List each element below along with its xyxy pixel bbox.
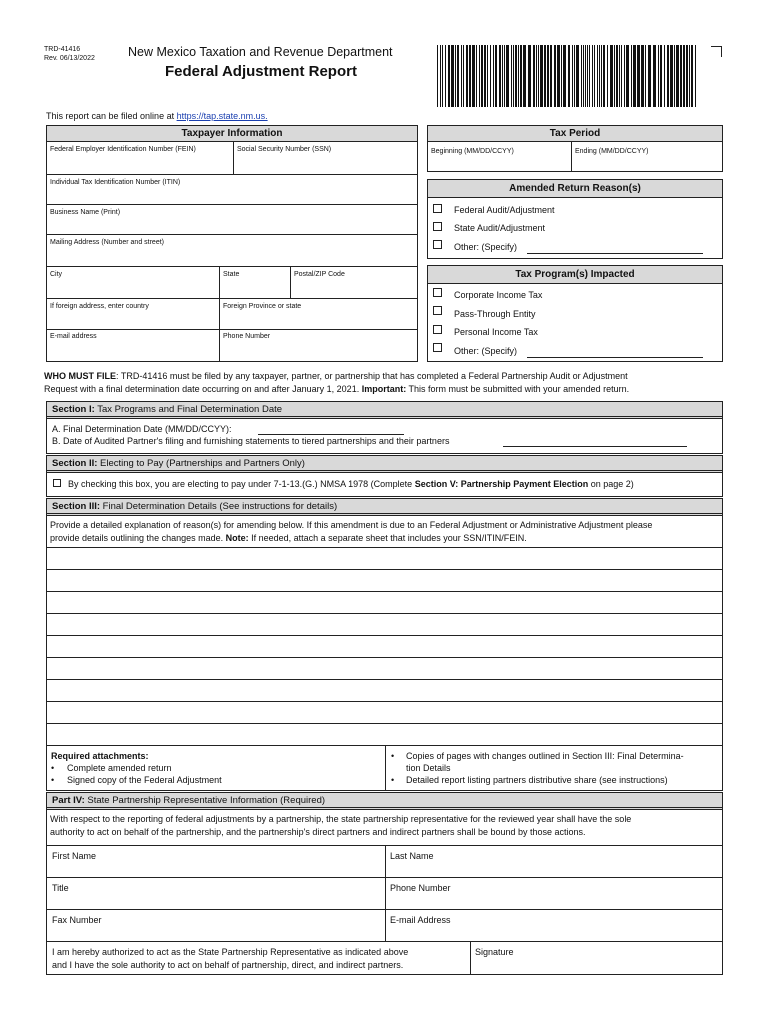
program-personal-label: Personal Income Tax <box>454 327 538 337</box>
attachments-heading: Required attachments: <box>51 751 149 761</box>
audited-partner-date-label: B. Date of Audited Partner's filing and furnishing statements to tiered partnerships and their partners <box>52 436 450 446</box>
reason-other-checkbox[interactable] <box>433 240 442 249</box>
barcode-bar <box>658 45 659 107</box>
barcode-bar <box>511 45 512 107</box>
barcode-bar <box>587 45 588 107</box>
business-name-field[interactable]: Business Name (Print) <box>50 209 121 216</box>
barcode-bar <box>664 45 665 107</box>
program-other-checkbox[interactable] <box>433 343 442 352</box>
barcode-bar <box>621 45 622 107</box>
attachment-bullet: • <box>51 763 55 773</box>
barcode-bar <box>448 45 450 107</box>
barcode-bar <box>614 45 615 107</box>
section5-reference: Section V: Partnership Payment Election <box>414 479 589 489</box>
barcode <box>437 45 699 107</box>
attachment-item: Signed copy of the Federal Adjustment <box>67 775 222 785</box>
barcode-bar <box>523 45 526 107</box>
barcode-bar <box>479 45 480 107</box>
section1-title: Tax Programs and Final Determination Date <box>94 404 283 415</box>
part4-label: Part IV: <box>52 795 85 806</box>
barcode-bar <box>624 45 625 107</box>
barcode-bar <box>616 45 618 107</box>
note-label: Note: <box>225 533 249 543</box>
barcode-bar <box>599 45 600 107</box>
barcode-bar <box>495 45 497 107</box>
barcode-bar <box>574 45 575 107</box>
barcode-bar <box>601 45 602 107</box>
barcode-bar <box>686 45 688 107</box>
program-other-input[interactable] <box>527 357 703 358</box>
final-determination-date-input[interactable] <box>258 434 404 435</box>
barcode-bar <box>607 45 608 107</box>
barcode-bar <box>633 45 636 107</box>
barcode-bar <box>676 45 679 107</box>
program-corporate-label: Corporate Income Tax <box>454 290 543 300</box>
elect-to-pay-text-post: on page 2) <box>588 479 634 489</box>
barcode-bar <box>563 45 566 107</box>
part4-text-line2: authority to act on behalf of the partnership, and the partnership's direct partners and indirect partners shall be bound by those actions. <box>50 827 586 837</box>
barcode-bar <box>670 45 673 107</box>
explanation-line[interactable] <box>46 679 723 680</box>
program-pte-label: Pass-Through Entity <box>454 309 536 319</box>
barcode-bar <box>691 45 693 107</box>
who-must-file-line2 <box>44 384 629 394</box>
tax-period-box <box>427 141 723 172</box>
barcode-bar <box>528 45 531 107</box>
barcode-bar <box>641 45 644 107</box>
barcode-bar <box>626 45 629 107</box>
barcode-bar <box>487 45 488 107</box>
barcode-bar <box>554 45 556 107</box>
barcode-bar <box>440 45 441 107</box>
corner-mark <box>711 46 722 57</box>
barcode-bar <box>645 45 646 107</box>
ssn-field[interactable]: Social Security Number (SSN) <box>237 146 332 153</box>
explanation-line[interactable] <box>46 701 723 702</box>
email-field[interactable]: E-mail address <box>50 333 97 340</box>
barcode-bar <box>442 45 443 107</box>
section3-text2-pre: provide details outlining the changes made. <box>50 533 226 543</box>
barcode-bar <box>484 45 486 107</box>
department-name: New Mexico Taxation and Revenue Department <box>128 45 393 59</box>
section3-text2-post: If needed, attach a separate sheet that includes your SSN/ITIN/FEIN. <box>248 533 527 543</box>
attachment-bullet: • <box>391 775 395 785</box>
barcode-bar <box>506 45 509 107</box>
barcode-bar <box>648 45 651 107</box>
barcode-bar <box>550 45 552 107</box>
barcode-bar <box>469 45 471 107</box>
barcode-bar <box>445 45 446 107</box>
who-must-file-text2: Request with a final determination date occurring on and after January 1, 2021. <box>44 384 362 394</box>
barcode-bar <box>568 45 570 107</box>
barcode-bar <box>520 45 522 107</box>
revision-date: Rev. 06/13/2022 <box>44 55 95 62</box>
barcode-bar <box>513 45 514 107</box>
audited-partner-date-input[interactable] <box>503 446 687 447</box>
tap-link[interactable]: https://tap.state.nm.us. <box>176 111 268 121</box>
barcode-bar <box>653 45 656 107</box>
tax-programs-heading: Tax Program(s) Impacted <box>427 265 723 284</box>
section2-label: Section II: <box>52 458 98 469</box>
reason-federal-checkbox[interactable] <box>433 204 442 213</box>
reason-federal-label: Federal Audit/Adjustment <box>454 205 555 215</box>
reason-other-input[interactable] <box>527 253 703 254</box>
who-must-file-text1: : TRD-41416 must be filed by any taxpayer, partner, or partnership that has completed a Federal Partnership Audit or Adjustment <box>116 371 628 381</box>
barcode-bar <box>437 45 438 107</box>
elect-to-pay-text <box>68 479 634 489</box>
barcode-bar <box>533 45 535 107</box>
barcode-bar <box>581 45 582 107</box>
barcode-bar <box>695 45 696 107</box>
first-name-field[interactable]: First Name <box>52 851 97 861</box>
barcode-bar <box>583 45 584 107</box>
barcode-bar <box>589 45 590 107</box>
taxpayer-info-heading: Taxpayer Information <box>46 125 418 142</box>
foreign-country-field[interactable]: If foreign address, enter country <box>50 303 149 310</box>
attachment-item: Copies of pages with changes outlined in Section III: Final Determina- <box>406 751 684 761</box>
attachment-item: Complete amended return <box>67 763 172 773</box>
barcode-bar <box>457 45 459 107</box>
signature-field[interactable]: Signature <box>475 947 514 957</box>
mailing-address-field[interactable]: Mailing Address (Number and street) <box>50 239 164 246</box>
attachment-item: Detailed report listing partners distributive share (see instructions) <box>406 775 668 785</box>
itin-field[interactable]: Individual Tax Identification Number (ITIN) <box>50 179 181 186</box>
fax-field[interactable]: Fax Number <box>52 915 102 925</box>
section2-title: Electing to Pay (Partnerships and Partners Only) <box>97 458 305 469</box>
explanation-line[interactable] <box>46 723 723 724</box>
barcode-bar <box>561 45 562 107</box>
barcode-bar <box>689 45 690 107</box>
section3-title: Final Determination Details (See instructions for details) <box>100 501 338 512</box>
city-field[interactable]: City <box>50 271 63 278</box>
important-text: This form must be submitted with your amended return. <box>406 384 630 394</box>
barcode-bar <box>667 45 669 107</box>
barcode-bar <box>536 45 537 107</box>
fein-field[interactable]: Federal Employer Identification Number (FEIN) <box>50 146 196 153</box>
page-title: Federal Adjustment Report <box>165 63 357 80</box>
barcode-bar <box>504 45 505 107</box>
explanation-line[interactable] <box>46 657 723 658</box>
barcode-bar <box>490 45 491 107</box>
period-beginning-field[interactable]: Beginning (MM/DD/CCYY) <box>431 148 514 155</box>
barcode-bar <box>461 45 462 107</box>
online-filing-text: This report can be filed online at <box>46 111 177 121</box>
barcode-bar <box>518 45 519 107</box>
barcode-bar <box>683 45 685 107</box>
state-field[interactable]: State <box>223 271 240 278</box>
form-number: TRD-41416 <box>44 46 81 53</box>
barcode-bar <box>493 45 494 107</box>
foreign-province-field[interactable]: Foreign Province or state <box>223 303 302 310</box>
reason-state-label: State Audit/Adjustment <box>454 223 546 233</box>
period-ending-field[interactable]: Ending (MM/DD/CCYY) <box>575 148 649 155</box>
explanation-line[interactable] <box>46 613 723 614</box>
part4-title: State Partnership Representative Information (Required) <box>84 795 326 806</box>
last-name-field[interactable]: Last Name <box>390 851 434 861</box>
barcode-bar <box>476 45 477 107</box>
barcode-bar <box>499 45 501 107</box>
barcode-bar <box>637 45 640 107</box>
attachment-item-cont: tion Details <box>406 763 451 773</box>
attachment-bullet: • <box>51 775 55 785</box>
barcode-bar <box>674 45 675 107</box>
barcode-bar <box>585 45 586 107</box>
tax-period-heading: Tax Period <box>427 125 723 142</box>
elect-to-pay-text-pre: By checking this box, you are electing to pay under 7-1-13.(G.) NMSA 1978 (Complete <box>68 479 415 489</box>
attachment-bullet: • <box>391 751 395 761</box>
program-other-label: Other: (Specify) <box>454 346 518 356</box>
section1-box <box>46 416 723 454</box>
barcode-bar <box>597 45 598 107</box>
barcode-bar <box>547 45 549 107</box>
final-determination-date-label: A. Final Determination Date (MM/DD/CCYY): <box>52 424 232 434</box>
barcode-bar <box>660 45 662 107</box>
who-must-file-line1 <box>44 371 628 381</box>
section3-instructions-line2 <box>50 533 527 543</box>
important-label: Important: <box>361 384 407 394</box>
barcode-bar <box>592 45 593 107</box>
authorization-line2: and I have the sole authority to act on behalf of partnership, direct, and indirect partners. <box>52 960 404 970</box>
barcode-bar <box>680 45 682 107</box>
part4-text-line1: With respect to the reporting of federal adjustments by a partnership, the state partnership representative for the reviewed year shall have the sole <box>50 814 632 824</box>
phone-field[interactable]: Phone Number <box>223 333 271 340</box>
amended-reasons-heading: Amended Return Reason(s) <box>427 179 723 198</box>
barcode-bar <box>610 45 613 107</box>
barcode-bar <box>572 45 573 107</box>
who-must-file-label: WHO MUST FILE <box>44 371 116 381</box>
barcode-bar <box>557 45 560 107</box>
rep-email-field[interactable]: E-mail Address <box>390 915 451 925</box>
barcode-bar <box>631 45 632 107</box>
program-pte-checkbox[interactable] <box>433 306 442 315</box>
barcode-bar <box>472 45 475 107</box>
section3-label: Section III: <box>52 501 101 512</box>
reason-other-label: Other: (Specify) <box>454 242 518 252</box>
section1-label: Section I: <box>52 404 95 415</box>
barcode-bar <box>594 45 595 107</box>
elect-to-pay-checkbox[interactable] <box>53 479 61 487</box>
program-corporate-checkbox[interactable] <box>433 288 442 297</box>
barcode-bar <box>603 45 605 107</box>
barcode-bar <box>463 45 464 107</box>
zip-field[interactable]: Postal/ZIP Code <box>294 271 345 278</box>
rep-phone-field[interactable]: Phone Number <box>390 883 451 893</box>
barcode-bar <box>451 45 454 107</box>
explanation-line[interactable] <box>46 569 723 570</box>
barcode-bar <box>481 45 483 107</box>
barcode-bar <box>502 45 503 107</box>
online-filing-note <box>46 111 268 121</box>
barcode-bar <box>544 45 546 107</box>
explanation-line[interactable] <box>46 591 723 592</box>
barcode-bar <box>466 45 468 107</box>
barcode-bar <box>515 45 517 107</box>
barcode-bar <box>576 45 579 107</box>
barcode-bar <box>455 45 456 107</box>
reason-state-checkbox[interactable] <box>433 222 442 231</box>
barcode-bar <box>619 45 620 107</box>
explanation-line[interactable] <box>46 635 723 636</box>
section3-instructions-line1: Provide a detailed explanation of reason(s) for amending below. If this amendment is due to an Federal Adjustment or Administrative Adjustment please <box>50 520 653 530</box>
barcode-bar <box>538 45 539 107</box>
authorization-line1: I am hereby authorized to act as the State Partnership Representative as indicated above <box>52 947 409 957</box>
program-personal-checkbox[interactable] <box>433 325 442 334</box>
barcode-bar <box>540 45 543 107</box>
title-field[interactable]: Title <box>52 883 69 893</box>
